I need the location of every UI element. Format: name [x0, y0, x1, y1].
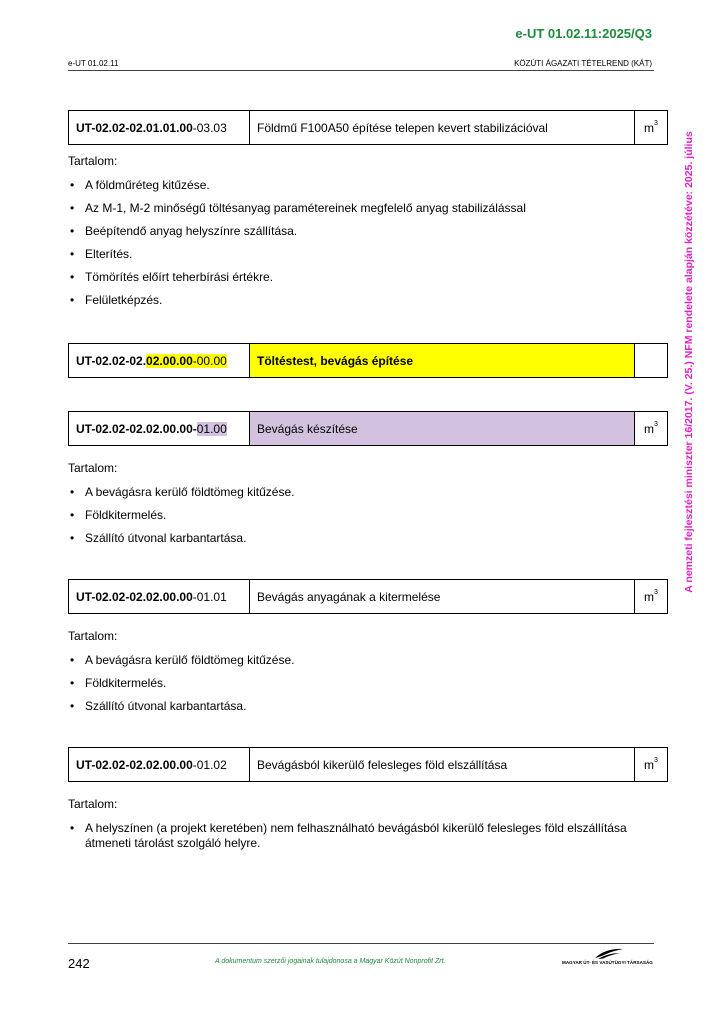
- footer-divider: [68, 943, 654, 944]
- list-item: • A bevágásra kerülő földtömeg kitűzése.: [68, 653, 628, 668]
- unit-symbol: m: [644, 589, 655, 604]
- bullet-list: [68, 653, 628, 722]
- item-row: [68, 579, 668, 614]
- item-unit: [635, 344, 667, 377]
- item-code-main: UT-02.02-02.02.00.00: [76, 589, 193, 604]
- header-right: KÖZÚTI ÁGAZATI TÉTELREND (KÁT): [514, 59, 652, 68]
- unit-symbol: m: [644, 421, 655, 436]
- list-item: • Szállító útvonal karbantartása.: [68, 531, 628, 546]
- item-code: [69, 344, 250, 377]
- header-divider: [68, 70, 654, 71]
- item-description: Földmű F100A50 építése telepen kevert stabilizációval: [250, 111, 635, 144]
- item-unit: [635, 111, 667, 144]
- item-code-suffix: -01.01: [192, 589, 227, 604]
- item-code-suffix: -00.00: [192, 353, 227, 368]
- item-code: [69, 748, 250, 781]
- page-number: 242: [68, 956, 90, 971]
- item-code: [69, 412, 250, 445]
- unit-symbol: m: [644, 757, 655, 772]
- list-item: • Felületképzés.: [68, 293, 628, 308]
- item-code-highlight: 01.00: [196, 421, 227, 436]
- publisher-logo: [562, 946, 656, 970]
- content-label: Tartalom:: [68, 461, 118, 475]
- side-note-text: A nemzeti fejlesztési miniszter 16/2017. (V. 25.) NFM rendelete alapján közzétéve: 2025. július: [683, 131, 695, 593]
- item-unit: [635, 748, 667, 781]
- item-description: Bevágás anyagának a kitermelése: [250, 580, 635, 613]
- item-code-main: UT-02.02-02.02.00.00: [76, 757, 193, 772]
- list-item: • Szállító útvonal karbantartása.: [68, 699, 628, 714]
- list-item: • Az M-1, M-2 minőségű töltésanyag paramétereinek megfelelő anyag stabilizálással: [68, 201, 628, 216]
- content-label: Tartalom:: [68, 629, 118, 643]
- list-item: • A helyszínen (a projekt keretében) nem felhasználható bevágásból kikerülő felesleges föld elszállítása átmeneti tárolást szolgáló helyre.: [68, 821, 628, 851]
- item-description: Töltéstest, bevágás építése: [250, 344, 635, 377]
- bird-logo-icon: [594, 946, 624, 960]
- item-description: Bevágásból kikerülő felesleges föld elszállítása: [250, 748, 635, 781]
- item-description: Bevágás készítése: [250, 412, 635, 445]
- group-row: [68, 343, 668, 378]
- list-item: • Elterítés.: [68, 247, 628, 262]
- item-code-main: UT-02.02-02.02.00.00-: [76, 421, 197, 436]
- item-row: [68, 110, 668, 145]
- item-unit: [635, 580, 667, 613]
- unit-exponent: 3: [654, 757, 658, 764]
- list-item: • Földkitermelés.: [68, 508, 628, 523]
- item-code-suffix: -03.03: [192, 120, 227, 135]
- bullet-list: [68, 178, 628, 316]
- unit-exponent: 3: [654, 421, 658, 428]
- logo-text: MAGYAR ÚT- ÉS VASÚTÜGYI TÁRSASÁG: [562, 960, 653, 965]
- item-code: [69, 111, 250, 144]
- item-row: [68, 747, 668, 782]
- unit-exponent: 3: [654, 120, 658, 127]
- document-code: e-UT 01.02.11:2025/Q3: [515, 26, 652, 41]
- list-item: • A bevágásra kerülő földtömeg kitűzése.: [68, 485, 628, 500]
- list-item: • A földműréteg kitűzése.: [68, 178, 628, 193]
- item-code-suffix: -01.02: [192, 757, 227, 772]
- list-item: • Földkitermelés.: [68, 676, 628, 691]
- item-code-main: UT-02.02-02.01.01.00: [76, 120, 193, 135]
- side-note: [678, 97, 700, 627]
- header-left: e-UT 01.02.11: [68, 59, 119, 68]
- list-item: • Tömörítés előírt teherbírási értékre.: [68, 270, 628, 285]
- unit-exponent: 3: [654, 589, 658, 596]
- item-code-highlight: 02.00.00: [146, 353, 193, 368]
- unit-symbol: m: [644, 120, 655, 135]
- item-unit: [635, 412, 667, 445]
- content-label: Tartalom:: [68, 154, 118, 168]
- copyright-notice: A dokumentum szerzői jogainak tulajdonosa a Magyar Közút Nonprofit Zrt.: [215, 958, 446, 965]
- item-code: [69, 580, 250, 613]
- bullet-list: [68, 485, 628, 554]
- item-code-prefix: UT-02.02-02.: [76, 353, 147, 368]
- content-label: Tartalom:: [68, 797, 118, 811]
- item-row: [68, 411, 668, 446]
- list-item: • Beépítendő anyag helyszínre szállítása.: [68, 224, 628, 239]
- bullet-list: [68, 821, 628, 859]
